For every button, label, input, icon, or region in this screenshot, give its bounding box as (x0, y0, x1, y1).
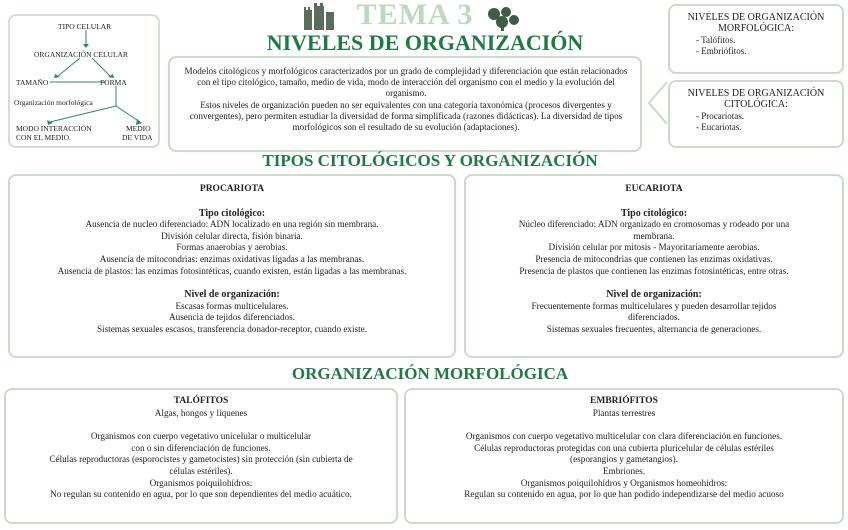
diagram-medio-label-2: DE VIDA (122, 133, 153, 142)
eucariota-tipo-heading: Tipo citológico: (620, 207, 688, 219)
list-item: Presencia de mitocondrias que contienen las enzimas oxidativas. (535, 253, 773, 264)
diagram-left-label: TAMAÑO (16, 78, 49, 87)
citologica-title-1: NIVELES DE ORGANIZACIÓN (687, 88, 825, 99)
list-item: No regulan su contenido en agua, por lo que son dependientes del medio acuático. (50, 489, 352, 500)
page-title: NIVELES DE ORGANIZACIÓN (266, 30, 584, 55)
morfologica-title-2: MORFOLÓGICA: (717, 23, 795, 34)
morfologica-title-1: NIVELES DE ORGANIZACIÓN (687, 12, 825, 23)
talofitos-panel (4, 388, 398, 524)
list-item: Sistemas sexuales escasos, transferencia donador-receptor, cuando existe. (96, 323, 368, 334)
list-item: Presencia de plastos que contienen las enzimas fotosintéticas, entre otras. (519, 265, 789, 276)
diagram-modo-label-2: CON EL MEDIO. (16, 133, 71, 142)
talofitos-title: TALÓFITOS (173, 396, 229, 406)
list-item: diferenciados. (628, 312, 680, 323)
list-item: Formas anaerobias y aerobias. (176, 242, 288, 253)
diagram-mid-label: ORGANIZACIÓN CELULAR (34, 50, 128, 59)
section-heading-morfologica: ORGANIZACIÓN MORFOLÓGICA (291, 364, 569, 383)
embriofitos-title: EMBRIÓFITOS (590, 396, 658, 406)
list-item: División celular directa, fisión binaria. (161, 230, 303, 241)
diagram-medio-label-1: MEDIO (126, 124, 151, 133)
intro-paragraph-1: Modelos citológicos y morfológicos caracterizados por un grado de complejidad y diferenciación que están relacionados con el tipo citológico, tamaño, medio de vida, modo de interacción del organismo con el medio y la evolución del organismo. (184, 66, 628, 99)
list-item: Organismos con cuerpo vegetativo unicelular o multicelular (90, 431, 312, 442)
eucariota-panel (464, 174, 844, 358)
list-item: Escasas formas multicelulares. (175, 300, 289, 311)
intro-paragraph-2: Estos niveles de organización pueden no ser equivalentes con una categoría taxonómica (procesos divergentes y convergentes), pero permiten estudiar la diversidad de forma simplificada (razones didácticas). La diversidad de tipos morfológicos son el resultado de su evolución (adaptaciones). (189, 99, 623, 133)
procariota-nivel-heading: Nivel de organización: (184, 289, 280, 301)
tema-heading: TEMA 3 (356, 0, 474, 31)
eucariota-title: EUCARIOTA (625, 184, 683, 194)
diagram-right-label: FORMA (100, 78, 127, 87)
list-item: Organismos poiquilohídros: (149, 477, 253, 488)
list-item: Ausencia de plastos: las enzimas fotosintéticas, cuando existen, están ligadas a las membranas. (57, 265, 407, 276)
embriofitos-subtitle: Plantas terrestres (592, 407, 656, 418)
list-item: - Talófitos. (696, 35, 736, 45)
morfologica-panel (668, 4, 844, 74)
plant-icon (488, 7, 519, 31)
list-item: Células reproductoras (esporocistes y gametocistes) sin protección (sin cubierta de (49, 454, 353, 465)
list-item: - Eucariotas. (696, 122, 742, 132)
citologica-title-2: CITOLÓGICA: (724, 99, 788, 110)
list-item: - Procariotas. (696, 111, 744, 121)
list-item: Organismos poiquilohídros y Organismos homeohidros: (520, 477, 728, 488)
list-item: - Embriófitos. (696, 46, 747, 56)
organization-diagram (8, 14, 160, 148)
list-item: Células reproductoras protegidas con una cubierta pluricelular de células estériles (474, 442, 774, 453)
section-heading-tipos: TIPOS CITOLÓGICOS Y ORGANIZACIÓN (262, 151, 598, 170)
list-item: Núcleo diferenciado: ADN organizado en cromosomas y rodeado por una (518, 219, 790, 230)
list-item: Regulan su contenido en agua, por lo que han podido independizarse del medio acuoso (464, 489, 784, 500)
talofitos-subtitle: Algas, hongos y líquenes (154, 407, 248, 418)
list-item: Ausencia de nucleo diferenciado: ADN localizado en una región sin membrana. (85, 219, 379, 230)
list-item: Embriones. (602, 465, 646, 476)
list-item: Organismos con cuerpo vegetativo multicelular con clara diferenciación en funciones. (465, 431, 783, 442)
list-item: División celular por mitosis - Mayoritariamente aerobias. (548, 242, 760, 253)
list-item: con o sin diferenciación de funciones. (131, 442, 271, 453)
list-item: (esporangios y gametangios). (570, 454, 678, 465)
embriofitos-panel (404, 388, 844, 524)
bracket-connector (645, 80, 669, 126)
citologica-panel (668, 80, 844, 148)
procariota-title: PROCARIOTA (199, 184, 265, 194)
list-item: células estériles). (169, 465, 233, 476)
list-item: Ausencia de tejidos diferenciados. (168, 312, 296, 323)
intro-panel (168, 56, 642, 152)
list-item: membrana. (633, 230, 675, 241)
diagram-org-label: Organización morfológica (14, 98, 93, 107)
list-item: Frecuentemente formas multicelulares y pueden desarrollar tejidos (531, 300, 777, 311)
procariota-panel (8, 174, 456, 358)
diagram-modo-label-1: MODO INTERACCIÓN (16, 124, 92, 133)
eucariota-nivel-heading: Nivel de organización: (606, 289, 702, 301)
castle-icon (304, 3, 334, 30)
procariota-tipo-heading: Tipo citológico: (198, 207, 266, 219)
list-item: Ausencia de mitocondrias: enzimas oxidativas ligadas a las membranas. (99, 253, 365, 264)
list-item: Sistemas sexuales frecuentes, alternancia de generaciones. (546, 323, 762, 334)
diagram-root-label: TIPO CELULAR (58, 22, 112, 31)
